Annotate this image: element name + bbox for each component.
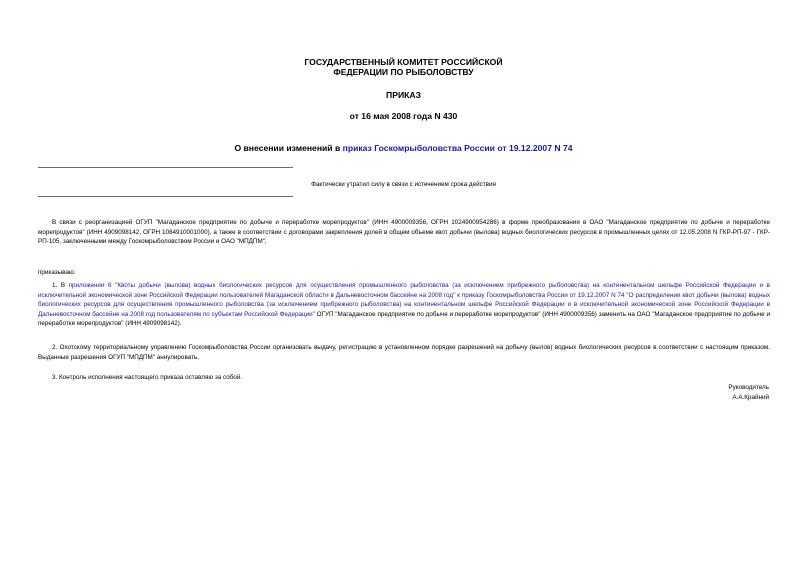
agency-name-line2: ФЕДЕРАЦИИ ПО РЫБОЛОВСТВУ [333,67,474,77]
agency-name-line1: ГОСУДАРСТВЕННЫЙ КОМИТЕТ РОССИЙСКОЙ [304,57,503,67]
order-word: приказываю: [38,269,76,276]
document-type: ПРИКАЗ [386,90,421,100]
preamble-text: В связи с реорганизацией ОГУП "Магаданское предприятие по добыче и переработке морепродуктов" (ИНН 4900009356, ОГРН 1024900954286) в форме преобразования в ОАО "Магаданское предприятие по добыче и переработке морепродуктов" (ИНН 4909098142, ОГРН 1084910001000), а также в соответствии с договорами закрепления долей в общем объеме квот добычи (вылова) водных биологических ресурсов в промышленных целях от 12.05.2008 N ГКР-РП-97 - ГКР-РП-105, заключенными между Госкомрыболовством России и ОАО "МПДПМ", [38,219,770,246]
document-title [0,143,807,153]
item-3-paragraph [38,373,770,383]
divider-bottom [38,196,293,197]
item-1-paragraph [38,281,770,329]
appendix-6-link[interactable]: приложении 6 "Квоты добычи (вылова) водных биологических ресурсов для осуществления промышленного рыболовства (за исключением прибрежного рыболовства) на континентальном шельфе Российской Федерации и в исключительной экономической зоне Российской Федерации пользователей Магаданской области в Дальневосточном бассейне на 2008 год" к приказу Госкомрыболовства России от 19.12.2007 N 74 "О распределении квот добычи (вылова) водных биологических ресурсов для осуществления промышленного рыболовства (за исключением прибрежного рыболовства) на континентальном шельфе Российской Федерации и в исключительной экономической зоне Российской Федерации в Дальневосточном бассейне на 2008 год пользователям по субъектам Российской Федерации" [38,282,770,318]
item-3-text: 3. Контроль исполнения настоящего приказа оставляю за собой. [52,374,243,381]
signer-name: А.А.Крайний [732,394,769,401]
divider-top [38,167,293,168]
amended-order-link[interactable]: приказ Госкомрыболовства России от 19.12.2007 N 74 [342,143,573,153]
title-prefix: О внесении изменений в [234,143,343,153]
item-1-rest: ОГУП "Магаданское предприятие по добыче и переработке морепродуктов" (ИНН 4900009356) заменить на ОАО "Магаданское предприятие по добыче и переработке морепродуктов" (ИНН 4909098142). [38,310,770,328]
signer-role: Руководитель [728,384,769,391]
item-1-number: 1. В [52,282,69,289]
document-date-number: от 16 мая 2008 года N 430 [349,111,458,121]
preamble-paragraph [38,218,770,247]
item-2-paragraph [38,343,770,362]
status-note: Фактически утратил силу в связи с истечением срока действия [311,181,496,188]
item-2-text: 2. Охотскому территориальному управлению Госкомрыболовства России организовать выдачу, регистрацию в установленном порядке разрешений на добычу (вылов) водных биологических ресурсов в соответствии с настоящим приказом. Выданные разрешения ОГУП "МПДПМ" аннулировать. [38,344,770,361]
